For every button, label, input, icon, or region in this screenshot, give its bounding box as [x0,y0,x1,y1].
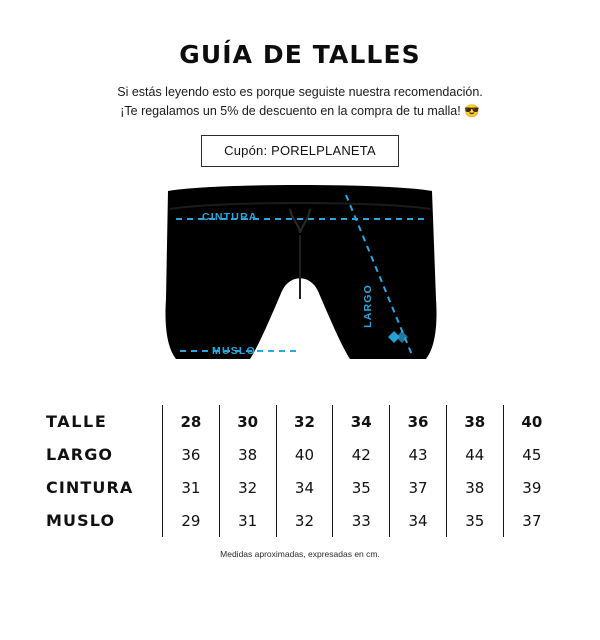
cell: 40 [521,412,543,431]
cell: 28 [163,405,220,438]
cell: 45 [522,445,542,464]
cell: 33 [333,504,390,537]
table-row [40,405,560,438]
table-row [40,471,560,504]
cell: 29 [163,504,220,537]
cell: 32 [276,405,333,438]
cell: 38 [446,471,503,504]
cell: 34 [333,405,390,438]
cell: 42 [333,438,390,471]
cell: 31 [219,504,276,537]
size-guide-page [0,40,600,640]
subtitle-block [40,83,560,121]
row-label: MUSLO [40,504,163,537]
cell: 32 [219,471,276,504]
cell: 35 [333,471,390,504]
row-label: TALLE [40,405,163,438]
cell: 40 [276,438,333,471]
table-row [40,504,560,537]
cell: 30 [219,405,276,438]
cell: 32 [276,504,333,537]
cell: 31 [163,471,220,504]
subtitle-line-1: Si estás leyendo esto es porque seguiste nuestra recomendación. [117,85,483,99]
coupon-container [40,135,560,167]
cell: 35 [446,504,503,537]
cell: 38 [219,438,276,471]
size-table [40,405,560,537]
cell: 34 [276,471,333,504]
row-label: LARGO [40,438,163,471]
product-image [150,179,450,399]
row-label: CINTURA [40,471,163,504]
cell: 39 [522,478,542,497]
footnote: Medidas aproximadas, expresadas en cm. [220,549,380,559]
cell: 36 [163,438,220,471]
size-table-container [40,405,560,537]
cell: 38 [446,405,503,438]
cell: 37 [390,471,447,504]
label-thigh: MUSLO [212,345,256,357]
swim-shorts-illustration [150,179,450,384]
cell: 37 [522,511,542,530]
cell: 43 [390,438,447,471]
cell: 34 [390,504,447,537]
page-title: GUÍA DE TALLES [179,40,421,69]
label-waist: CINTURA [202,211,258,223]
cell: 36 [390,405,447,438]
subtitle-line-2: ¡Te regalamos un 5% de descuento en la compra de tu malla! 😎 [120,104,480,118]
coupon-code-box[interactable]: Cupón: PORELPLANETA [201,135,399,167]
label-length: LARGO [362,284,374,328]
table-row [40,438,560,471]
cell: 44 [446,438,503,471]
